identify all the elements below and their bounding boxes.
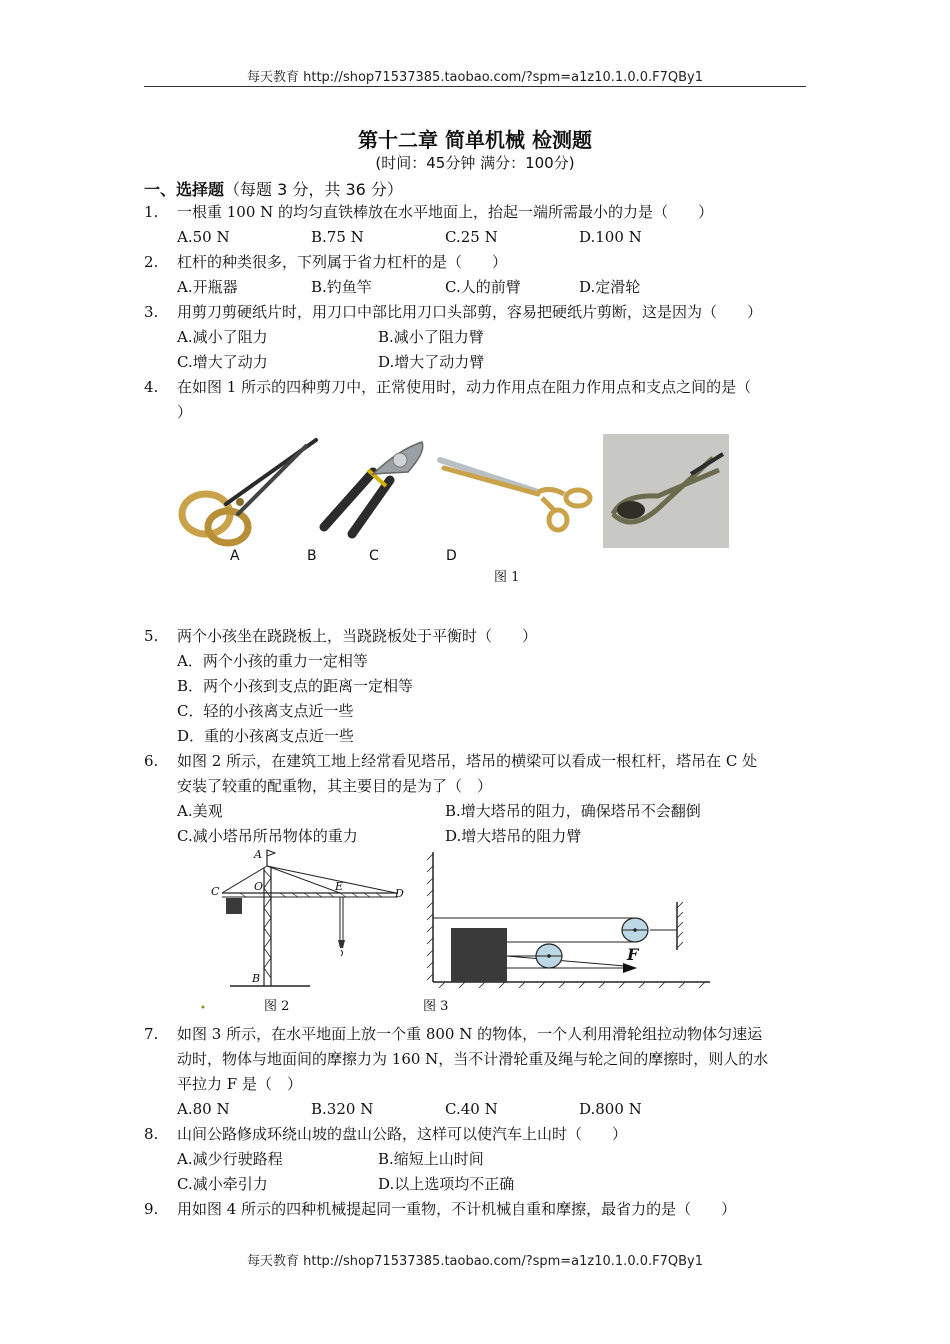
question-number: 3.: [144, 303, 159, 321]
figure-2-caption: 图 2: [264, 999, 290, 1014]
figure-3-caption: 图 3: [423, 999, 449, 1014]
option: B.增大塔吊的阻力，确保塔吊不会翻倒: [445, 802, 701, 820]
figure-1-caption: 图 1: [494, 570, 520, 585]
option: B.钓鱼竿: [311, 278, 372, 296]
figure-1-label-a: A: [230, 548, 240, 564]
option: C.减小塔吊所吊物体的重力: [177, 827, 358, 845]
scissors-d-image: [603, 434, 729, 548]
crane-label-a: A: [254, 848, 262, 861]
question-number: 4.: [144, 378, 159, 396]
figure-2-tower-crane: [200, 848, 415, 1010]
option: C.减小牵引力: [177, 1175, 268, 1193]
question-text: 平拉力 F 是（ ）: [177, 1075, 302, 1093]
option: C.40 N: [445, 1100, 498, 1118]
question-text: 用如图 4 所示的四种机械提起同一重物，不计机械自重和摩擦，最省力的是（ ）: [177, 1200, 737, 1218]
question-number: 2.: [144, 253, 159, 271]
question-text: 杠杆的种类很多，下列属于省力杠杆的是（ ）: [177, 253, 508, 271]
figure-3-pulley-system: [425, 850, 715, 990]
option: D.定滑轮: [579, 278, 641, 296]
crane-label-c: C: [211, 885, 220, 898]
option: D.增大塔吊的阻力臂: [445, 827, 582, 845]
option: D.800 N: [579, 1100, 642, 1118]
page-subtitle: (时间：45分钟 满分：100分): [375, 154, 575, 172]
question-number: 8.: [144, 1125, 159, 1143]
scissors-a-image: [182, 440, 316, 543]
section-heading: [144, 177, 403, 200]
question-text: 两个小孩坐在跷跷板上，当跷跷板处于平衡时（ ）: [177, 627, 538, 645]
option: C.增大了动力: [177, 353, 268, 371]
option: B.320 N: [311, 1100, 374, 1118]
option: D.以上选项均不正确: [378, 1175, 515, 1193]
force-label-f: F: [627, 945, 639, 964]
crane-label-o: O: [254, 880, 264, 893]
question-number: 5.: [144, 627, 159, 645]
question-text: 一根重 100 N 的均匀直铁棒放在水平地面上，抬起一端所需最小的力是（ ）: [177, 203, 714, 221]
figure-1-label-d: D: [446, 548, 457, 564]
section-label: 一、选择题: [144, 180, 225, 199]
option: B.减小了阻力臂: [378, 328, 484, 346]
page-footer: 每天教育 http://shop71537385.taobao.com/?spm=a1z10.1.0.0.F7QBy1: [246, 1254, 703, 1269]
option: A.减少行驶路程: [177, 1150, 283, 1168]
option: A.美观: [177, 802, 223, 820]
question-text: 山间公路修成环绕山坡的盘山公路，这样可以使汽车上山时（ ）: [177, 1125, 628, 1143]
option: B．两个小孩到支点的距离一定相等: [177, 677, 414, 695]
crane-label-e: E: [335, 880, 344, 893]
question-text: 安装了较重的配重物，其主要目的是为了（ ）: [177, 777, 493, 795]
question-number: 6.: [144, 752, 159, 770]
option: A.50 N: [177, 228, 230, 246]
question-number: 9.: [144, 1200, 159, 1218]
question-text: 用剪刀剪硬纸片时，用刀口中部比用刀口头部剪，容易把硬纸片剪断，这是因为（ ）: [177, 303, 763, 321]
crane-label-d: D: [395, 887, 404, 900]
option: C.人的前臂: [445, 278, 521, 296]
figure-1-label-b: B: [307, 548, 317, 564]
question-text: 在如图 1 所示的四种剪刀中，正常使用时，动力作用点在阻力作用点和支点之间的是（: [177, 378, 752, 396]
question-number: 7.: [144, 1025, 159, 1043]
question-text: 如图 2 所示，在建筑工地上经常看见塔吊，塔吊的横梁可以看成一根杠杆，塔吊在 C 处: [177, 752, 758, 770]
question-number: 1.: [144, 203, 159, 221]
page-title: 第十二章 简单机械 检测题: [358, 128, 592, 152]
option: C.25 N: [445, 228, 498, 246]
scissors-b-image: [324, 442, 423, 534]
option: D.增大了动力臂: [378, 353, 485, 371]
option: C．轻的小孩离支点近一些: [177, 702, 354, 720]
option: A．两个小孩的重力一定相等: [177, 652, 368, 670]
header-rule: [144, 86, 806, 87]
option: B.75 N: [311, 228, 364, 246]
figure-1-scissors: [178, 432, 738, 557]
section-note: （每题 3 分，共 36 分）: [224, 180, 403, 199]
option: A.开瓶器: [177, 278, 238, 296]
figure-1-label-c: C: [369, 548, 379, 564]
option: A.减小了阻力: [177, 328, 268, 346]
page-header: 每天教育 http://shop71537385.taobao.com/?spm=a1z10.1.0.0.F7QBy1: [246, 70, 703, 85]
question-text: 如图 3 所示，在水平地面上放一个重 800 N 的物体，一个人利用滑轮组拉动物体匀速运: [177, 1025, 763, 1043]
option: D．重的小孩离支点近一些: [177, 727, 355, 745]
question-text: 动时，物体与地面间的摩擦力为 160 N，当不计滑轮重及绳与轮之间的摩擦时，则人的水: [177, 1050, 769, 1068]
crane-label-b: B: [252, 972, 261, 985]
question-text: ）: [177, 403, 193, 421]
option: D.100 N: [579, 228, 642, 246]
scissors-c-image: [440, 460, 590, 530]
option: B.缩短上山时间: [378, 1150, 484, 1168]
option: A.80 N: [177, 1100, 230, 1118]
